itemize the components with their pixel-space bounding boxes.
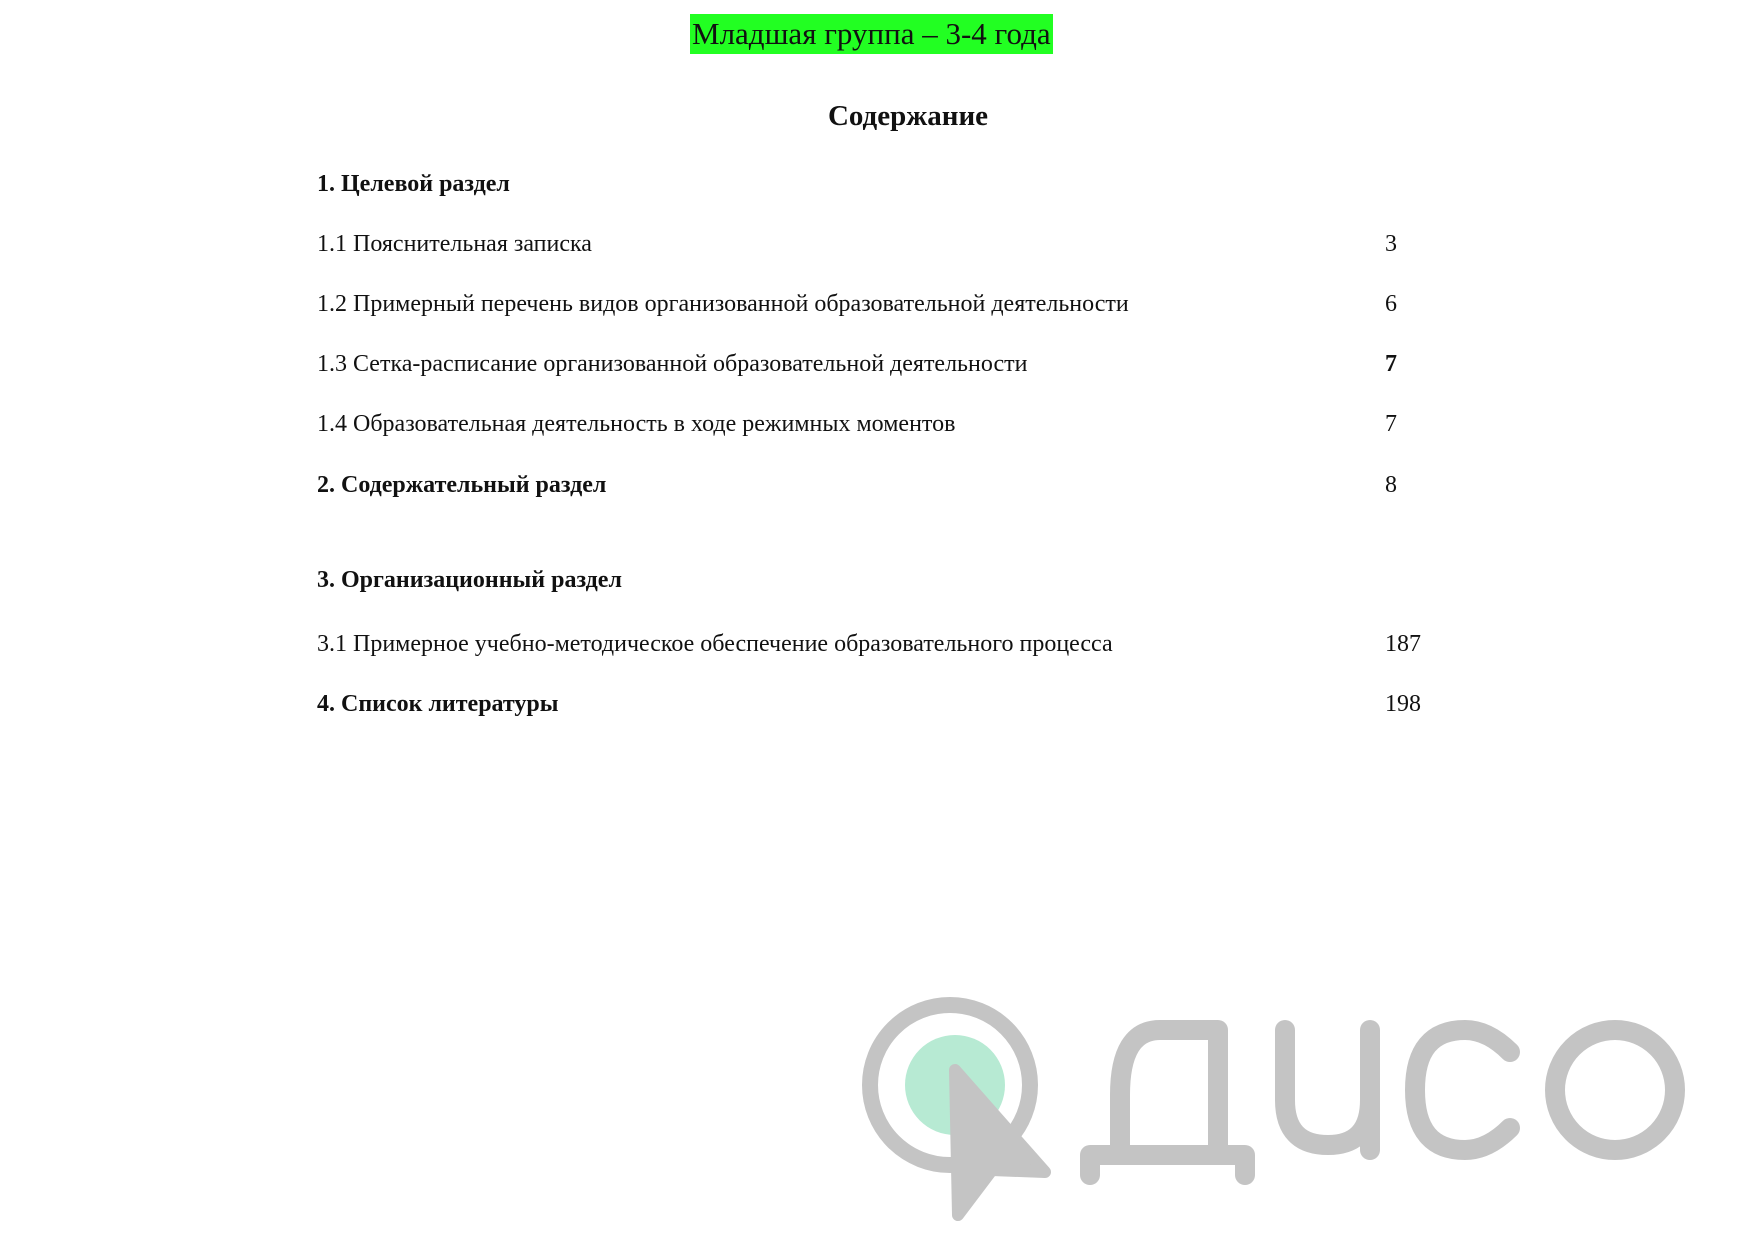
toc-entry-page: 7: [1385, 351, 1397, 377]
toc-entry: [317, 562, 1437, 598]
toc-entry-text: 1.1 Пояснительная записка: [317, 231, 592, 257]
toc-entry-text: 1.2 Примерный перечень видов организованной образовательной деятельности: [317, 291, 1129, 317]
toc-entry-text: 2. Содержательный раздел: [317, 472, 607, 498]
toc-entry-text: 1. Целевой раздел: [317, 171, 510, 197]
watermark-svg: [860, 990, 1740, 1230]
toc-entry: [317, 406, 1437, 442]
toc-entry: [317, 226, 1437, 262]
toc-entry-text: 4. Список литературы: [317, 691, 559, 717]
watermark-logo: [860, 990, 1740, 1230]
toc-entry-page: 3: [1385, 231, 1397, 257]
toc-entry-text: 3. Организационный раздел: [317, 567, 622, 593]
toc-entry: [317, 686, 1437, 722]
toc-entry-text: 1.4 Образовательная деятельность в ходе режимных моментов: [317, 411, 956, 437]
watermark-letter-o: [1555, 1030, 1675, 1150]
toc-entry-text: 3.1 Примерное учебно-методическое обеспечение образовательного процесса: [317, 631, 1113, 657]
toc-entry-page: 7: [1385, 411, 1397, 437]
toc-entry-page: 6: [1385, 291, 1397, 317]
watermark-letter-d: [1090, 1030, 1245, 1175]
toc-title: Содержание: [827, 100, 989, 132]
toc-entry: [317, 467, 1437, 503]
watermark-letter-u: [1285, 1030, 1370, 1150]
toc-entry-page: 187: [1385, 631, 1421, 657]
watermark-letter-c: [1415, 1030, 1510, 1150]
toc-entry: [317, 166, 1437, 202]
toc-entry-page: 8: [1385, 472, 1397, 498]
toc-entry: [317, 346, 1437, 382]
cursor-circle-logo-icon: [870, 1005, 1045, 1215]
toc-entry: [317, 626, 1437, 662]
toc-entry-page: 198: [1385, 691, 1421, 717]
group-label-text: Младшая группа – 3-4 года: [692, 16, 1051, 51]
toc-entry: [317, 286, 1437, 322]
group-label: [690, 14, 1053, 54]
toc-entry-text: 1.3 Сетка-расписание организованной образовательной деятельности: [317, 351, 1028, 377]
